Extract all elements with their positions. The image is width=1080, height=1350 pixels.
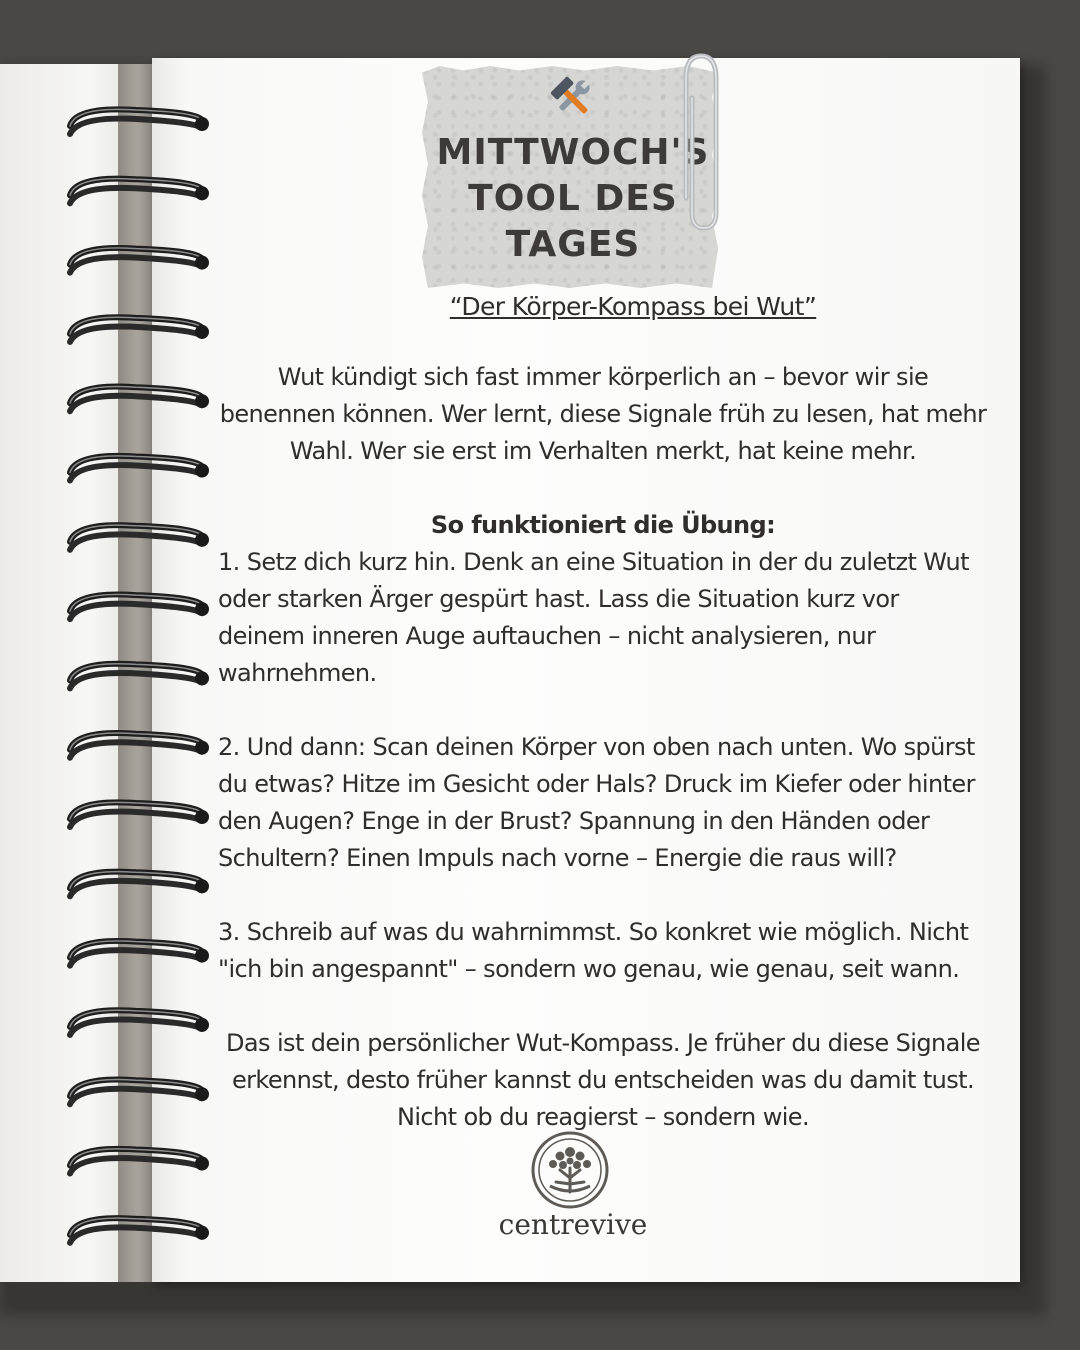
step-3-paragraph: 3. Schreib auf was du wahrnimmst. So konkret wie möglich. Nicht "ich bin angespannt" – sondern wo genau, wie genau, seit wann. (218, 918, 969, 983)
spiral-binding (56, 92, 216, 1252)
hammer-wrench-icon (548, 74, 596, 122)
step-1-paragraph: 1. Setz dich kurz hin. Denk an eine Situation in der du zuletzt Wut oder starken Ärger gespürt hast. Lass die Situation kurz vor deinem inneren Auge auftauchen – nicht analysieren, nur wahrnehmen. (218, 548, 969, 687)
spiral-ring (70, 733, 209, 758)
note-title-line-1: MITTWOCH'S (436, 132, 710, 173)
note-title-line-2: TOOL DES (468, 178, 678, 219)
spiral-ring (70, 1218, 209, 1243)
spiral-ring (70, 872, 209, 897)
spiral-ring (70, 594, 209, 619)
spiral-ring (70, 664, 209, 689)
spiral-ring (70, 456, 209, 481)
exercise-subtitle: “Der Körper-Kompass bei Wut” (449, 292, 817, 321)
spiral-ring (70, 1149, 209, 1174)
paperclip-icon (668, 48, 728, 234)
spiral-ring (70, 1010, 209, 1035)
spiral-ring (70, 1080, 209, 1105)
spiral-ring (70, 179, 209, 204)
spiral-ring (70, 525, 209, 550)
step-2-paragraph: 2. Und dann: Scan deinen Körper von oben nach unten. Wo spürst du etwas? Hitze im Gesicht oder Hals? Druck im Kiefer oder hinter den Augen? Enge in der Brust? Spannung in den Händen oder Schultern? Einen Impuls nach vorne – Energie die raus will? (218, 733, 975, 872)
spiral-ring (70, 248, 209, 273)
note-title-line-3: TAGES (505, 224, 641, 265)
exercise-content (218, 288, 988, 1136)
spiral-ring (70, 941, 209, 966)
spiral-ring (70, 387, 209, 412)
intro-paragraph: Wut kündigt sich fast immer körperlich an – bevor wir sie benennen können. Wer lernt, diese Signale früh zu lesen, hat mehr Wahl. Wer sie erst im Verhalten merkt, hat keine mehr. (219, 363, 987, 465)
instructions-heading: So funktioniert die Übung: (430, 511, 776, 539)
outro-paragraph: Das ist dein persönlicher Wut-Kompass. Je früher du diese Signale erkennst, desto früher kannst du entscheiden was du damit tust. Nicht ob du reagierst – sondern wie. (226, 1029, 980, 1131)
tree-of-life-icon (530, 1130, 610, 1210)
brand-name: centrevive (498, 1208, 648, 1241)
spiral-ring (70, 317, 209, 342)
spiral-ring (70, 802, 209, 827)
spiral-ring (70, 109, 209, 134)
